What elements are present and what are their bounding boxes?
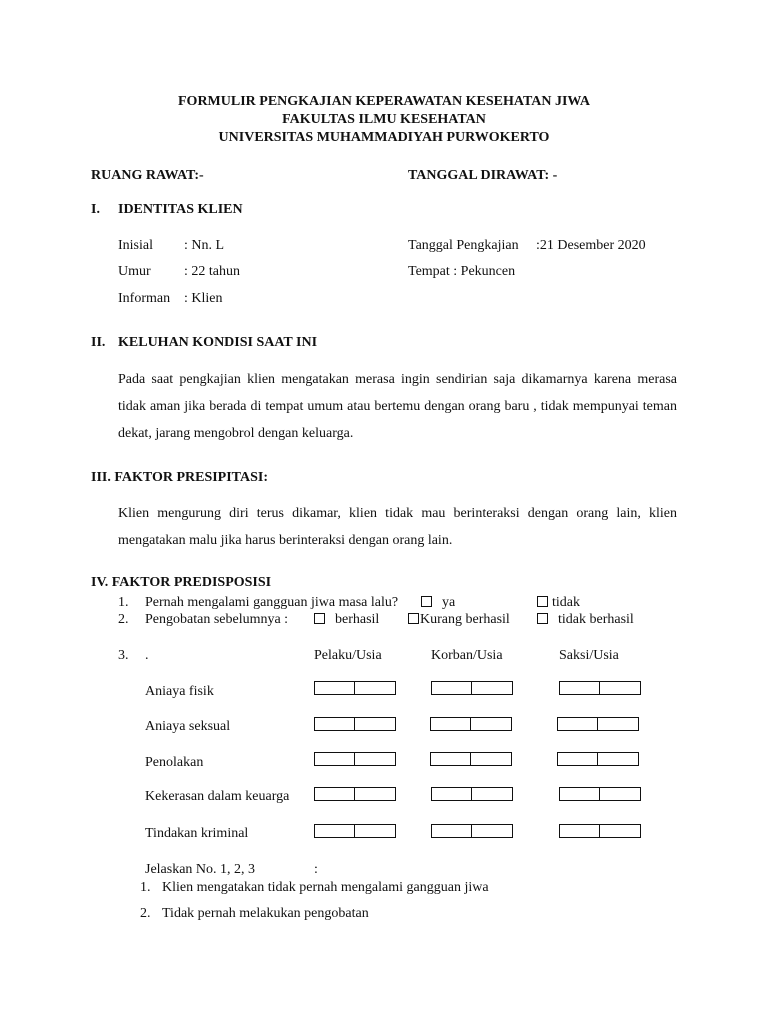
explanation-2-number: 2. xyxy=(140,906,151,921)
input-pelaku-aniaya-fisik[interactable] xyxy=(314,681,396,695)
usia-field[interactable] xyxy=(471,717,512,731)
explanation-1-number: 1. xyxy=(140,880,151,895)
inisial-value: : Nn. L xyxy=(184,238,225,253)
pelaku-field[interactable] xyxy=(314,752,355,766)
checkbox-berhasil[interactable] xyxy=(314,613,325,624)
q1-option-ya-label: ya xyxy=(442,595,456,610)
usia-field[interactable] xyxy=(355,824,396,838)
university-title: UNIVERSITAS MUHAMMADIYAH PURWOKERTO xyxy=(218,130,550,145)
explanation-1: Klien mengatakan tidak pernah mengalami gangguan jiwa xyxy=(162,880,489,895)
q2-option-tidak[interactable] xyxy=(537,612,634,628)
umur-label: Umur xyxy=(118,264,151,279)
pelaku-field[interactable] xyxy=(314,681,355,695)
usia-field[interactable] xyxy=(355,787,396,801)
input-korban-aniaya-fisik[interactable] xyxy=(431,681,513,695)
col-saksi: Saksi/Usia xyxy=(559,648,619,663)
input-korban-kekerasan[interactable] xyxy=(431,787,513,801)
korban-field[interactable] xyxy=(430,752,471,766)
input-pelaku-kekerasan[interactable] xyxy=(314,787,396,801)
input-pelaku-aniaya-seksual[interactable] xyxy=(314,717,396,731)
usia-field[interactable] xyxy=(600,787,641,801)
pelaku-field[interactable] xyxy=(314,787,355,801)
q2-option-berhasil[interactable] xyxy=(314,612,379,628)
usia-field[interactable] xyxy=(600,824,641,838)
input-korban-kriminal[interactable] xyxy=(431,824,513,838)
q3-dot: . xyxy=(145,648,149,663)
keluhan-paragraph xyxy=(118,366,677,447)
pelaku-field[interactable] xyxy=(314,824,355,838)
q1-option-tidak-label: tidak xyxy=(552,595,580,610)
checkbox-ya[interactable] xyxy=(421,596,432,607)
tanggal-dirawat: TANGGAL DIRAWAT: - xyxy=(408,168,558,183)
checkbox-tidak[interactable] xyxy=(537,596,548,607)
input-saksi-aniaya-fisik[interactable] xyxy=(559,681,641,695)
input-korban-penolakan[interactable] xyxy=(430,752,512,766)
inisial-label: Inisial xyxy=(118,238,153,253)
checkbox-kurang-berhasil[interactable] xyxy=(408,613,419,624)
usia-field[interactable] xyxy=(598,752,639,766)
saksi-field[interactable] xyxy=(557,717,598,731)
faculty-title: FAKULTAS ILMU KESEHATAN xyxy=(282,112,486,127)
informan-value: : Klien xyxy=(184,291,223,306)
q2-option-kurang[interactable] xyxy=(408,612,510,628)
input-korban-aniaya-seksual[interactable] xyxy=(430,717,512,731)
input-saksi-penolakan[interactable] xyxy=(557,752,639,766)
q2-number: 2. xyxy=(118,612,129,627)
tanggal-pengkajian-value: :21 Desember 2020 xyxy=(536,238,646,253)
tempat: Tempat : Pekuncen xyxy=(408,264,516,279)
explanation-2: Tidak pernah melakukan pengobatan xyxy=(162,906,369,921)
usia-field[interactable] xyxy=(472,787,513,801)
presipitasi-paragraph xyxy=(118,500,677,554)
section1-number: I. xyxy=(91,202,100,217)
saksi-field[interactable] xyxy=(557,752,598,766)
usia-field[interactable] xyxy=(598,717,639,731)
saksi-field[interactable] xyxy=(559,681,600,695)
usia-field[interactable] xyxy=(355,681,396,695)
q2-option-berhasil-label: berhasil xyxy=(335,612,380,627)
q1-number: 1. xyxy=(118,595,129,610)
presipitasi-text: Klien mengurung diri terus dikamar, klien tidak mau berinteraksi dengan orang lain, klien mengatakan malu jika harus berinteraksi dengan orang lain. xyxy=(118,506,677,548)
keluhan-text: Pada saat pengkajian klien mengatakan merasa ingin sendirian saja dikamarnya karena merasa tidak aman jika berada di tempat umum atau bertemu dengan orang baru , tidak mempunyai teman dekat, jarang mengobrol dengan keluarga. xyxy=(118,372,677,441)
usia-field[interactable] xyxy=(472,824,513,838)
col-pelaku: Pelaku/Usia xyxy=(314,648,382,663)
q1-text: Pernah mengalami gangguan jiwa masa lalu? xyxy=(145,595,399,610)
korban-field[interactable] xyxy=(431,681,472,695)
section1-heading: IDENTITAS KLIEN xyxy=(118,202,243,217)
input-saksi-kriminal[interactable] xyxy=(559,824,641,838)
row-tindakan-kriminal: Tindakan kriminal xyxy=(145,826,249,841)
q2-text: Pengobatan sebelumnya : xyxy=(145,612,289,627)
col-korban: Korban/Usia xyxy=(431,648,503,663)
row-penolakan: Penolakan xyxy=(145,755,204,770)
checkbox-tidak-berhasil[interactable] xyxy=(537,613,548,624)
input-saksi-aniaya-seksual[interactable] xyxy=(557,717,639,731)
usia-field[interactable] xyxy=(471,752,512,766)
input-pelaku-penolakan[interactable] xyxy=(314,752,396,766)
section3-heading: III. FAKTOR PRESIPITASI: xyxy=(91,470,268,485)
jelaskan-colon: : xyxy=(314,862,318,877)
q2-option-tidak-label: tidak berhasil xyxy=(558,612,634,627)
saksi-field[interactable] xyxy=(559,787,600,801)
saksi-field[interactable] xyxy=(559,824,600,838)
usia-field[interactable] xyxy=(355,752,396,766)
informan-label: Informan xyxy=(118,291,171,306)
usia-field[interactable] xyxy=(355,717,396,731)
tanggal-pengkajian-label: Tanggal Pengkajian xyxy=(408,238,519,253)
ruang-rawat: RUANG RAWAT:- xyxy=(91,168,204,183)
section2-number: II. xyxy=(91,335,106,350)
korban-field[interactable] xyxy=(431,787,472,801)
umur-value: : 22 tahun xyxy=(184,264,240,279)
input-saksi-kekerasan[interactable] xyxy=(559,787,641,801)
q1-option-ya[interactable] xyxy=(421,595,455,611)
q3-number: 3. xyxy=(118,648,129,663)
q1-option-tidak[interactable] xyxy=(537,595,580,611)
form-title: FORMULIR PENGKAJIAN KEPERAWATAN KESEHATAN JIWA xyxy=(178,94,590,109)
row-kekerasan: Kekerasan dalam keuarga xyxy=(145,789,290,804)
usia-field[interactable] xyxy=(472,681,513,695)
jelaskan-label: Jelaskan No. 1, 2, 3 xyxy=(145,862,256,877)
q2-option-kurang-label: Kurang berhasil xyxy=(420,612,510,627)
input-pelaku-kriminal[interactable] xyxy=(314,824,396,838)
korban-field[interactable] xyxy=(431,824,472,838)
section2-heading: KELUHAN KONDISI SAAT INI xyxy=(118,335,318,350)
row-aniaya-fisik: Aniaya fisik xyxy=(145,684,214,699)
korban-field[interactable] xyxy=(430,717,471,731)
section4-heading: IV. FAKTOR PREDISPOSISI xyxy=(91,575,272,590)
usia-field[interactable] xyxy=(600,681,641,695)
pelaku-field[interactable] xyxy=(314,717,355,731)
row-aniaya-seksual: Aniaya seksual xyxy=(145,719,231,734)
